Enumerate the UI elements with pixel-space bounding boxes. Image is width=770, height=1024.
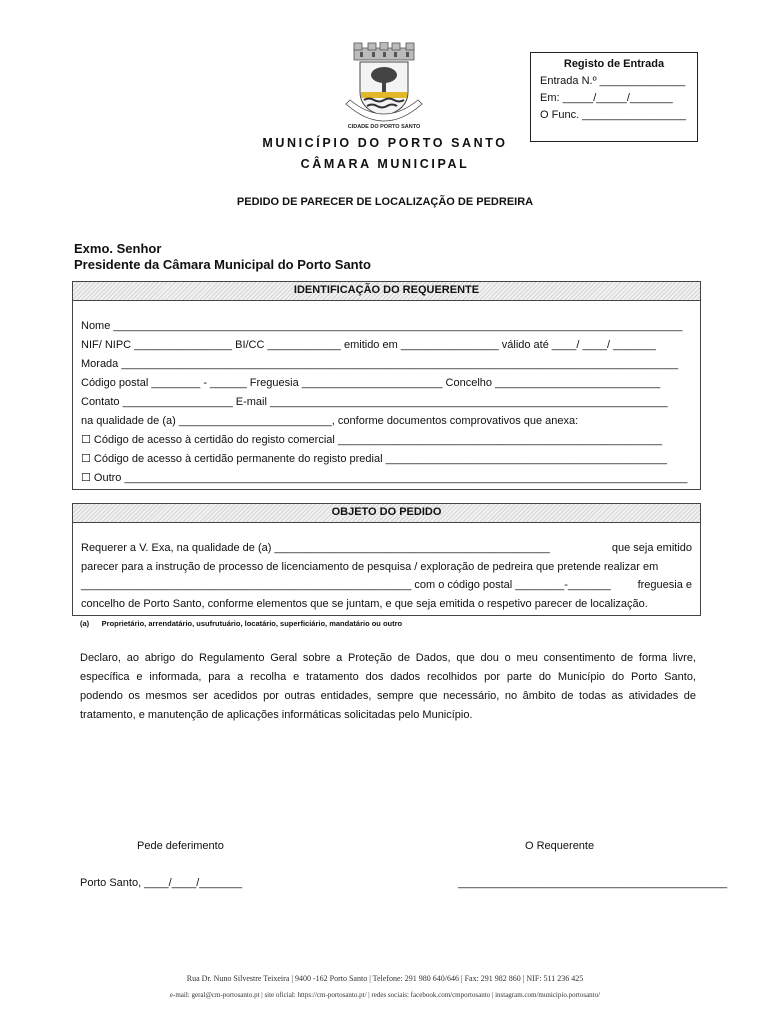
objeto-line-3-right: freguesia e xyxy=(637,579,692,591)
objeto-line-1[interactable] xyxy=(81,542,692,554)
registo-title: Registo de Entrada xyxy=(563,58,665,70)
entrada-field[interactable]: Entrada N.º ______________ xyxy=(540,75,686,87)
gdpr-declaration xyxy=(80,649,696,725)
declaration-line: Declaro, ao abrigo do Regulamento Geral sobre a Proteção de Dados, que dou o meu consentimento de forma livre, xyxy=(80,652,696,664)
crest-motto: CIDADE DO PORTO SANTO xyxy=(347,124,421,130)
footnote-a: (a) Proprietário, arrendatário, usufrutuário, locatário, superficiário, mandatário ou outro xyxy=(80,619,403,628)
funcionario-field[interactable]: O Func. _________________ xyxy=(540,109,687,121)
identificacao-section xyxy=(72,281,701,490)
contato-email-field[interactable]: Contato __________________ E-mail _________________________________________________________________ xyxy=(81,396,668,408)
registo-comercial-checkbox[interactable]: ☐ Código de acesso à certidão do registo comercial _____________________________________________________ xyxy=(81,434,663,446)
signature-line[interactable]: ____________________________________________ xyxy=(458,877,728,889)
pede-deferimento: Pede deferimento xyxy=(137,840,224,852)
registo-predial-checkbox[interactable]: ☐ Código de acesso à certidão permanente do registo predial ______________________________________________ xyxy=(81,453,668,465)
objeto-line-1-right: que seja emitido xyxy=(611,542,692,554)
objeto-line-4: concelho de Porto Santo, conforme elementos que se juntam, e que seja emitida o respetivo parecer de localização. xyxy=(81,598,648,610)
addressee-salutation: Exmo. Senhor xyxy=(74,241,162,256)
em-date-field[interactable]: Em: _____/_____/_______ xyxy=(540,92,673,104)
declaration-line: específica e informada, para a recolha e tratamento dos dados recolhidos por parte do Município do Porto Santo, xyxy=(80,671,696,683)
footer-contacts: e-mail: geral@cm-portosanto.pt | site oficial: https://cm-portosanto.pt/ | redes sociais: facebook.com/cmportosanto | instagram.com/municipio.portosanto/ xyxy=(169,991,601,999)
identificacao-heading: IDENTIFICAÇÃO DO REQUERENTE xyxy=(73,282,700,301)
objeto-line-3-left: ______________________________________________________ com o código postal ________-_______ xyxy=(81,579,611,591)
o-requerente-label: O Requerente xyxy=(525,840,595,852)
qualidade-field[interactable]: na qualidade de (a) _________________________, conforme documentos comprovativos que anexa: xyxy=(81,415,579,427)
codigo-postal-field[interactable]: Código postal ________ - ______ Freguesia _______________________ Concelho ___________________________ xyxy=(81,377,661,389)
objeto-line-3[interactable] xyxy=(81,579,692,591)
nif-bi-field[interactable]: NIF/ NIPC ________________ BI/CC ____________ emitido em ________________ válido até ____/ ____/ _______ xyxy=(81,339,656,351)
nome-field[interactable]: Nome _____________________________________________________________________________________________ xyxy=(81,320,683,332)
objeto-section xyxy=(72,503,701,616)
local-data-field[interactable]: Porto Santo, ____/____/_______ xyxy=(80,877,243,889)
addressee-title: Presidente da Câmara Municipal do Porto Santo xyxy=(74,257,371,272)
municipal-crest xyxy=(340,42,428,134)
outro-checkbox[interactable]: ☐ Outro ____________________________________________________________________________________________ xyxy=(81,472,688,484)
objeto-line-1-left: Requerer a V. Exa, na qualidade de (a) _____________________________________________ xyxy=(81,542,550,554)
document-title: PEDIDO DE PARECER DE LOCALIZAÇÃO DE PEDREIRA xyxy=(236,196,534,208)
objeto-heading: OBJETO DO PEDIDO xyxy=(73,504,700,523)
footer-address: Rua Dr. Nuno Silvestre Teixeira | 9400 -162 Porto Santo | Telefone: 291 980 640/646 | Fax: 291 982 860 | NIF: 511 236 425 xyxy=(186,974,584,983)
objeto-line-2: parecer para a instrução de processo de licenciamento de pesquisa / exploração de pedreira que pretende realizar em xyxy=(81,561,659,573)
registo-entrada-box xyxy=(530,52,698,142)
morada-field[interactable]: Morada ___________________________________________________________________________________________ xyxy=(81,358,679,370)
declaration-line: tratamento, e manutenção de aplicações informáticas solicitadas pelo Município. xyxy=(80,709,473,721)
municipality-name: MUNICÍPIO DO PORTO SANTO xyxy=(262,136,508,150)
camara-name: CÂMARA MUNICIPAL xyxy=(300,157,470,171)
declaration-line: podendo os mesmos ser acedidos por outras entidades, sempre que necessário, no âmbito de todas as atividades de xyxy=(80,690,696,702)
